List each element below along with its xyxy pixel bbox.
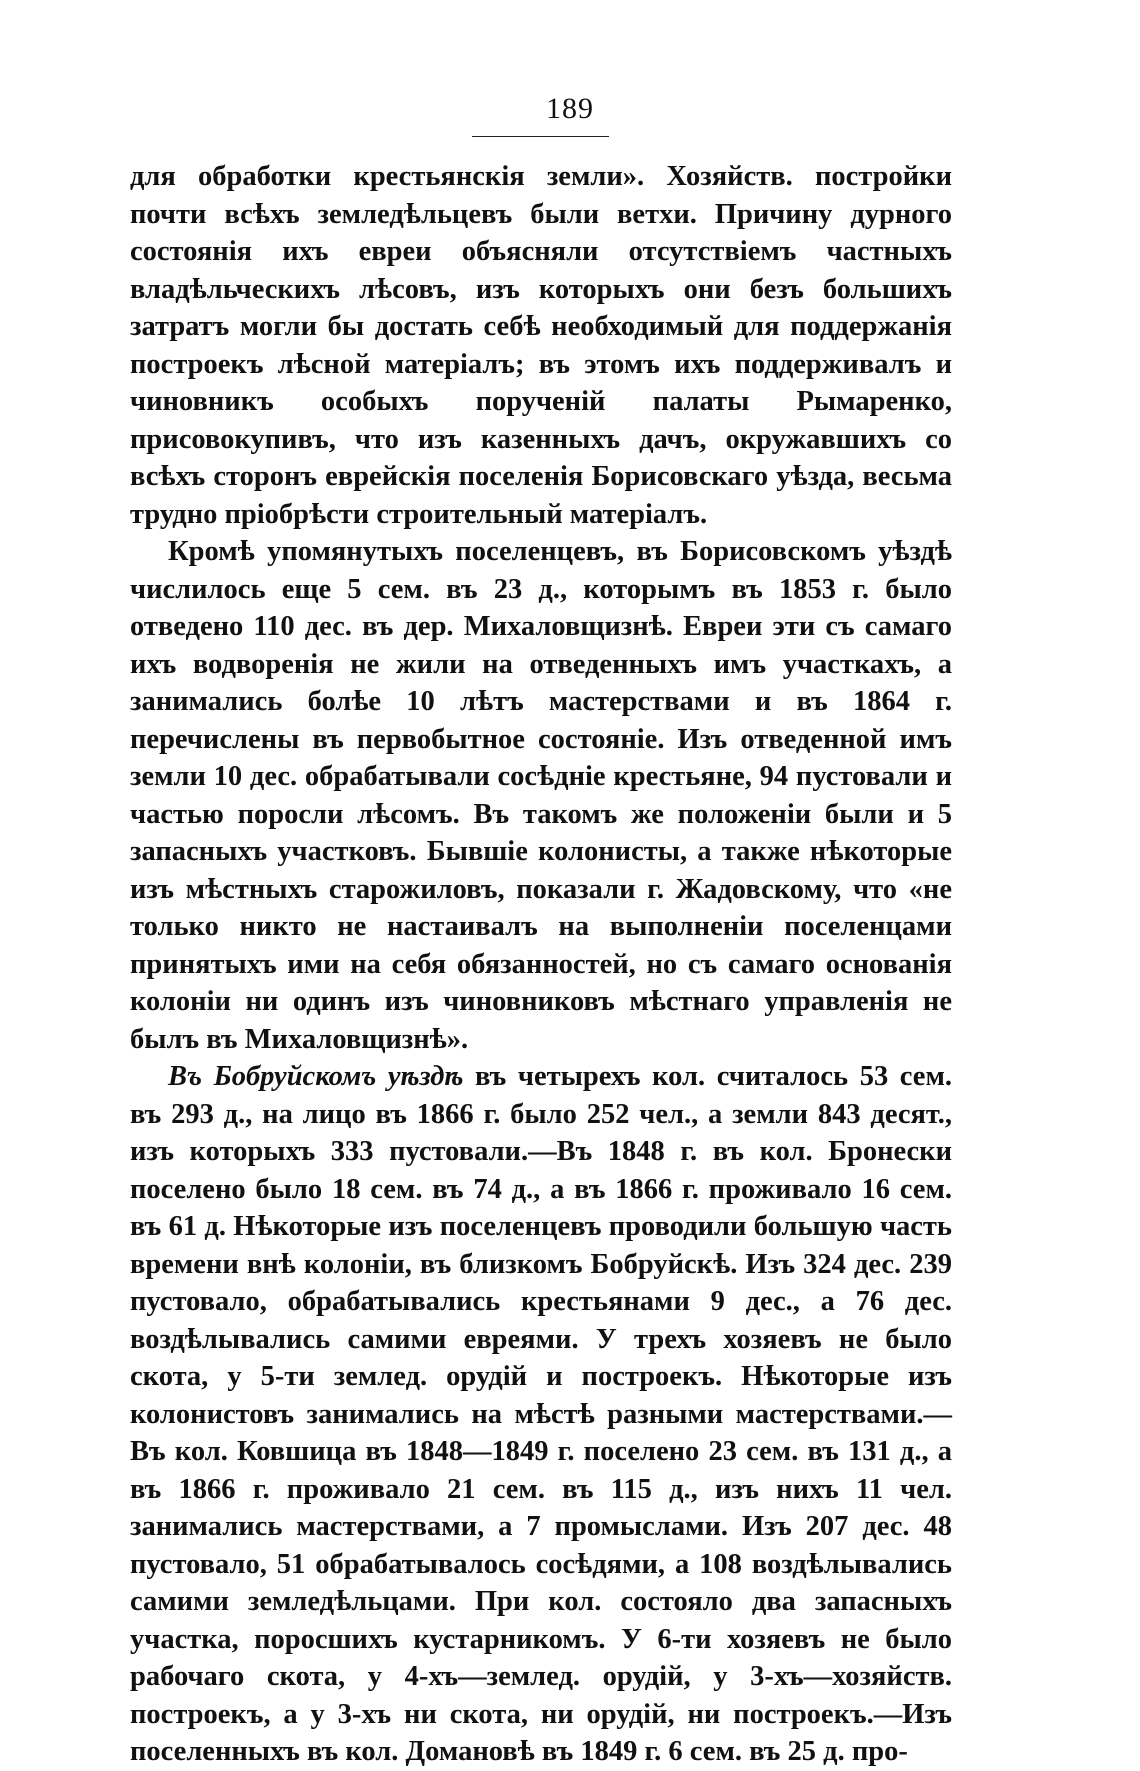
paragraph-1: для обработки крестьянскія земли». Хозяйств. постройки почти всѣхъ земледѣльцевъ были ветхи. Причину дурного состоянія ихъ евреи объясняли отсутствіемъ частныхъ владѣльческихъ лѣсовъ, изъ которыхъ они безъ большихъ затратъ могли бы достать себѣ необходимый для поддержанія построекъ лѣсной матеріалъ; въ этомъ ихъ поддерживалъ и чиновникъ особыхъ порученій палаты Рымаренко, присовокупивъ, что изъ казенныхъ дачъ, окружавшихъ со всѣхъ сторонъ еврейскія поселенія Борисовскаго уѣзда, весьма трудно пріобрѣсти строительный матеріалъ. bbox=[130, 161, 952, 530]
paragraph-3 bbox=[130, 1058, 952, 1771]
page-number: 189 bbox=[546, 92, 594, 125]
header-rule bbox=[472, 136, 609, 137]
paragraph-2: Кромѣ упомянутыхъ поселенцевъ, въ Борисовскомъ уѣздѣ числилось еще 5 сем. въ 23 д., которымъ въ 1853 г. было отведено 110 дес. въ дер. Михаловщизнѣ. Евреи эти съ самаго ихъ водворенія не жили на отведенныхъ имъ участкахъ, а занимались болѣе 10 лѣтъ мастерствами и въ 1864 г. перечислены въ первобытное состояніе. Изъ отведенной имъ земли 10 дес. обрабатывали сосѣдніе крестьяне, 94 пустовали и частью поросли лѣсомъ. Въ такомъ же положеніи были и 5 запасныхъ участковъ. Бывшіе колонисты, а также нѣкоторые изъ мѣстныхъ старожиловъ, показали г. Жадовскому, что «не только никто не настаивалъ на выполненіи поселенцами принятыхъ ими на себя обязанностей, но съ самаго основанія колоніи ни одинъ изъ чиновниковъ мѣстнаго управленія не былъ въ Михаловщизнѣ». bbox=[130, 536, 952, 1055]
paragraph-3-text: въ четырехъ кол. считалось 53 сем. въ 293 д., на лицо въ 1866 г. было 252 чел., а земли 843 десят., изъ которыхъ 333 пустовали.—Въ 1848 г. въ кол. Бронески поселено было 18 сем. въ 74 д., а въ 1866 г. проживало 16 сем. въ 61 д. Нѣкоторые изъ поселенцевъ проводили большую часть времени внѣ колоніи, въ близкомъ Бобруйскѣ. Изъ 324 дес. 239 пустовало, обрабатывались крестьянами 9 дес., а 76 дес. воздѣлывались самими евреями. У трехъ хозяевъ не было скота, у 5-ти землед. орудій и построекъ. Нѣкоторые изъ колонистовъ занимались на мѣстѣ разными мастерствами.—Въ кол. Ковшица въ 1848—1849 г. поселено 23 сем. въ 131 д., а въ 1866 г. проживало 21 сем. въ 115 д., изъ нихъ 11 чел. занимались мастерствами, а 7 промыслами. Изъ 207 дес. 48 пустовало, 51 обрабатывалось сосѣдями, а 108 воздѣлывались самими земледѣльцами. При кол. состояло два запасныхъ участка, поросшихъ кустарникомъ. У 6-ти хозяевъ не было рабочаго скота, у 4-хъ—землед. орудій, у 3-хъ—хозяйств. построекъ, а у 3-хъ ни скота, ни орудій, ни построекъ.—Изъ поселенныхъ въ кол. Домановѣ въ 1849 г. 6 сем. въ 25 д. про- bbox=[130, 1061, 952, 1767]
body-text bbox=[130, 158, 952, 1771]
paragraph-3-italic-lead: Въ Бобруйскомъ уѣздѣ bbox=[168, 1061, 464, 1092]
